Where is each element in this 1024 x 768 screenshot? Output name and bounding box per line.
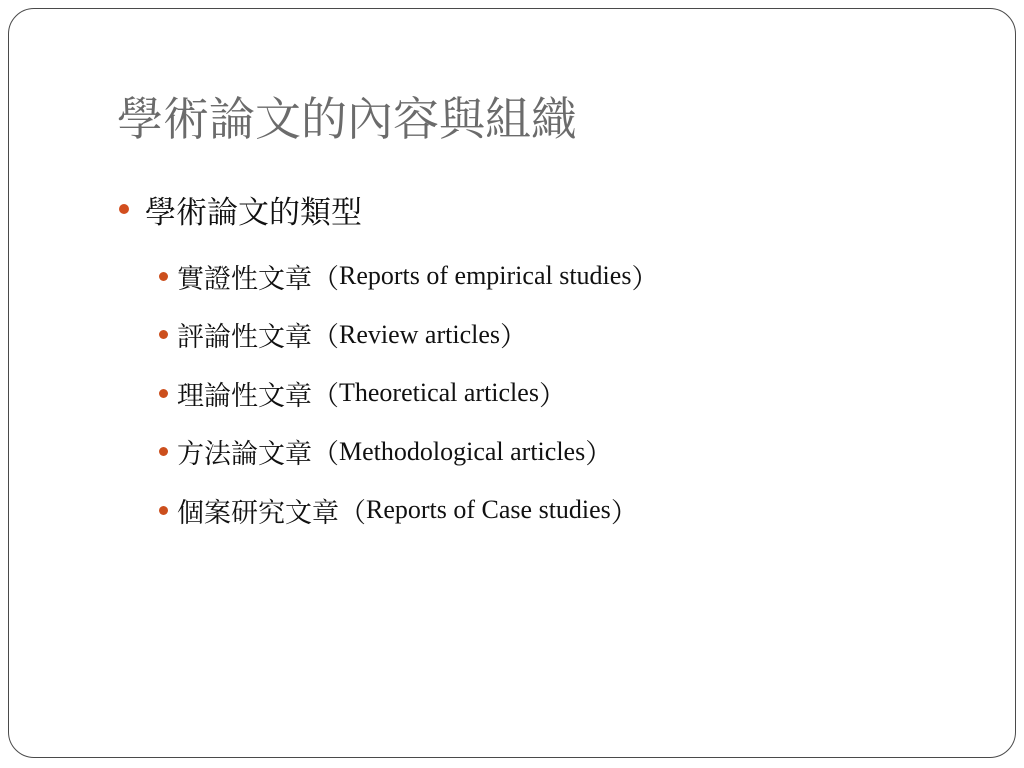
bullet-dot-icon	[159, 272, 168, 281]
list-item	[159, 306, 658, 365]
item-chinese-text: 實證性文章（	[177, 263, 339, 295]
item-close-paren: ）	[631, 263, 659, 295]
item-english-text: Reports of Case studies	[366, 495, 611, 525]
slide-frame	[8, 8, 1016, 758]
item-close-paren: ）	[500, 322, 527, 354]
item-english-text: Reports of empirical studies	[339, 261, 632, 291]
item-close-paren: ）	[538, 380, 566, 412]
bullet-dot-icon	[159, 447, 168, 456]
slide-title: 學術論文的內容與組織	[117, 92, 577, 146]
item-chinese-text: 方法論文章（	[177, 439, 339, 471]
list-item	[159, 247, 658, 306]
bullet-level1	[119, 187, 362, 231]
bullet-dot-icon	[159, 389, 168, 398]
item-close-paren: ）	[585, 439, 613, 471]
list-item	[159, 481, 658, 540]
list-item	[159, 364, 658, 423]
item-english-text: Theoretical articles	[339, 378, 539, 408]
item-chinese-text: 評論性文章（	[177, 322, 339, 354]
bullet-level1-text: 學術論文的類型	[145, 194, 362, 231]
item-chinese-text: 理論性文章（	[177, 380, 339, 412]
bullet-dot-icon	[159, 506, 168, 515]
item-english-text: Review articles	[339, 319, 500, 349]
sub-bullet-list	[159, 247, 658, 540]
item-english-text: Methodological articles	[339, 436, 586, 466]
bullet-dot-icon	[119, 204, 129, 214]
item-close-paren: ）	[610, 497, 638, 529]
item-chinese-text: 個案研究文章（	[177, 497, 366, 529]
bullet-dot-icon	[159, 330, 168, 339]
list-item	[159, 423, 658, 482]
